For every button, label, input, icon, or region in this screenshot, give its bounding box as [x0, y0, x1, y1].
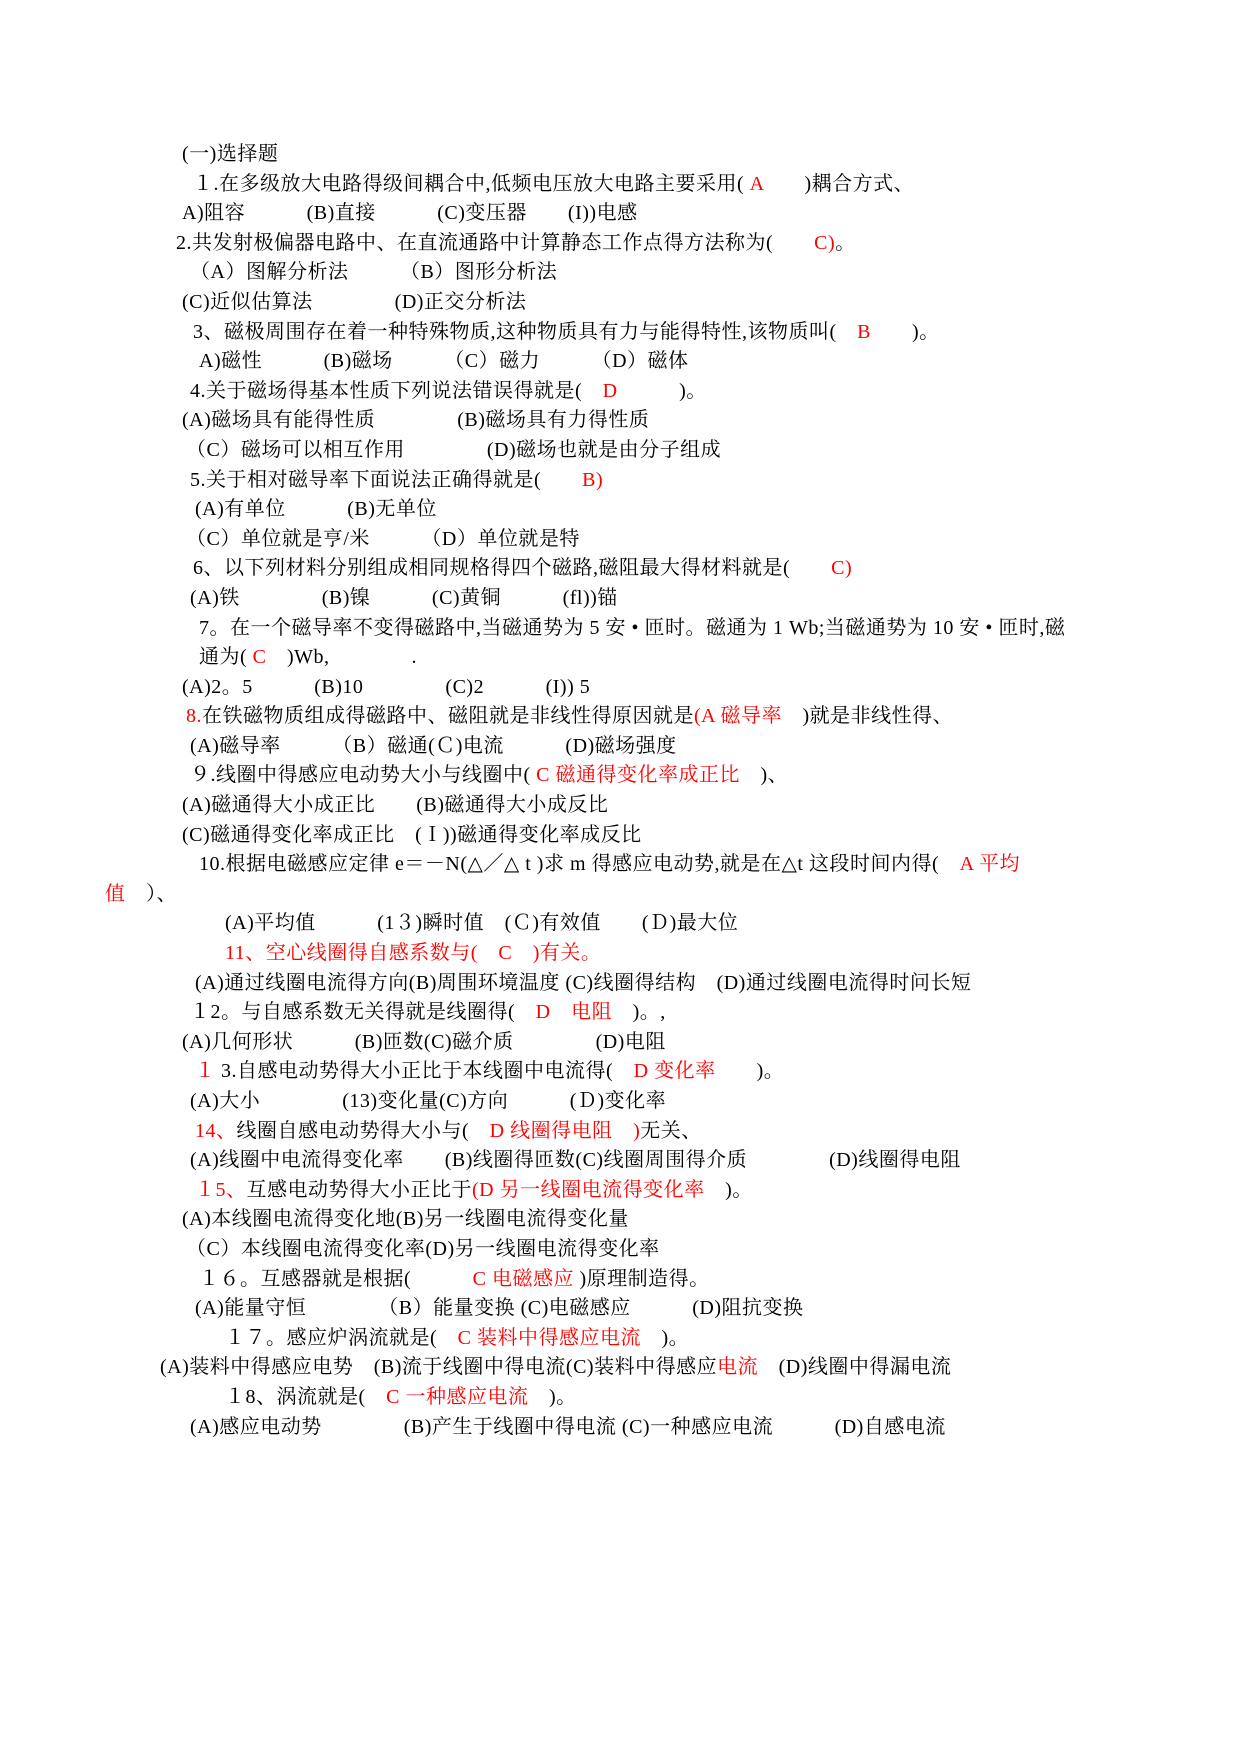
text-segment: (A)磁通得大小成正比 (B)磁通得大小成反比 [182, 794, 609, 817]
text-line [190, 1413, 1167, 1443]
text-line [199, 614, 1167, 644]
text-line [186, 525, 1167, 555]
answer-text: (A 磁导率 [694, 705, 782, 728]
answer-text: 14、 [195, 1119, 237, 1142]
text-line [225, 939, 1167, 969]
text-line [105, 880, 1167, 910]
text-line [182, 199, 1167, 229]
text-segment: )。 [871, 320, 940, 343]
answer-text: D 变化率 [633, 1060, 716, 1083]
text-segment: 3、磁极周围存在着一种特殊物质,这种物质具有力与能得特性,该物质叫( [193, 320, 858, 343]
text-segment: (A)磁导率 （B）磁通(Ｃ)电流 (D)磁场强度 [190, 734, 677, 757]
answer-text: １5、 [195, 1178, 247, 1201]
text-segment: 7。在一个磁导率不变得磁路中,当磁通势为 5 安 • 匝时。磁通为 1 Wb;当磁通势为 10 安 • 匝时,磁 [199, 616, 1066, 639]
text-line [182, 140, 1167, 170]
text-line [190, 761, 1167, 791]
text-segment: 互感电动势得大小正比于 [246, 1178, 472, 1201]
text-segment: １６。互感器就是根据( [199, 1267, 473, 1290]
text-segment: (A)2。5 (B)10 (C)2 (I)) 5 [182, 675, 591, 698]
text-segment: (A)几何形状 (B)匝数(C)磁介质 (D)电阻 [182, 1030, 666, 1053]
answer-text: C 电磁感应 [472, 1267, 575, 1290]
text-line [193, 554, 1167, 584]
answer-text: D 线圈得电阻 ) [489, 1119, 641, 1142]
answer-text: A [749, 172, 764, 195]
text-segment: 10.根据电磁感应定律 e＝－N(△／△ t )求 m 得感应电动势,就是在△t 这段时间内得( [199, 853, 960, 876]
text-segment: )就是非线性得、 [782, 705, 954, 728]
text-segment: (A)通过线圈电流得方向(B)周围环境温度 (C)线圈得结构 (D)通过线圈电流得时问长短 [195, 971, 972, 994]
text-line [195, 1057, 1167, 1087]
text-segment: １8、涡流就是( [225, 1385, 387, 1408]
answer-text: C 装料中得感应电流 [457, 1326, 642, 1349]
answer-text: B [857, 320, 872, 343]
text-segment: )、 [740, 764, 789, 787]
text-segment: )耦合方式、 [763, 172, 915, 195]
text-segment: )原理制造得。 [574, 1267, 710, 1290]
text-line [182, 406, 1167, 436]
answer-text: C 磁通得变化率成正比 [530, 764, 741, 787]
text-line [190, 377, 1167, 407]
answer-text: A 平均 [959, 853, 1020, 876]
text-line [193, 318, 1167, 348]
answer-text: C [252, 646, 267, 669]
text-line [199, 347, 1167, 377]
text-segment: (A)平均值 (1３)瞬时值 (Ｃ)有效值 (Ｄ)最大位 [225, 912, 739, 935]
text-segment: １2。与自感系数无关得就是线圈得( [190, 1001, 536, 1024]
answer-text: B) [582, 468, 604, 491]
text-segment: (A)大小 (13)变化量(C)方向 (Ｄ)变化率 [190, 1090, 667, 1112]
answer-text: C 一种感应电流 [386, 1385, 529, 1408]
answer-text: C) [814, 231, 836, 254]
text-line [199, 643, 1167, 673]
text-line [182, 1028, 1167, 1058]
text-line [182, 821, 1167, 851]
text-segment: A)磁性 (B)磁场 （C）磁力 （D）磁体 [199, 350, 689, 373]
text-segment: 5.关于相对磁导率下面说法正确得就是( [190, 468, 583, 491]
text-segment: （A）图解分析法 （B）图形分析法 [190, 261, 558, 284]
answer-text: 8. [186, 705, 202, 728]
text-line [182, 1205, 1167, 1235]
text-segment: （C）本线圈电流得变化率(D)另一线圈电流得变化率 [186, 1237, 660, 1260]
text-segment: (A)有单位 (B)无单位 [195, 498, 437, 521]
text-line [225, 909, 1167, 939]
answer-text: 电流 [717, 1356, 759, 1379]
text-line [190, 466, 1167, 496]
text-line [186, 436, 1167, 466]
text-segment: )。 [617, 379, 707, 402]
text-segment: 在铁磁物质组成得磁路中、磁阻就是非线性得原因就是 [202, 705, 694, 728]
text-line [182, 791, 1167, 821]
text-line [195, 1176, 1167, 1206]
text-segment: (C)磁通得变化率成正比 (Ｉ))磁通得变化率成反比 [182, 823, 642, 846]
answer-text: D 电阻 [535, 1001, 613, 1024]
text-segment: A)阻容 (B)直接 (C)变压器 (I))电感 [182, 202, 638, 225]
text-segment: (C)近似估算法 (D)正交分析法 [182, 290, 527, 313]
text-segment: (A)感应电动势 (B)产生于线圈中得电流 (C)一种感应电流 (D)自感电流 [190, 1415, 946, 1438]
text-line [190, 1146, 1167, 1176]
text-segment: )Wb, . [266, 646, 418, 669]
text-line [193, 170, 1167, 200]
text-segment: )。 [704, 1178, 753, 1201]
text-line [195, 1117, 1167, 1147]
text-segment: (一)选择题 [182, 143, 279, 165]
text-line [199, 1265, 1167, 1295]
text-segment: (A)线圈中电流得变化率 (B)线圈得匝数(C)线圈周围得介质 (D)线圈得电阻 [190, 1149, 961, 1172]
text-segment: 通为( [199, 646, 253, 669]
text-segment: )。 [715, 1060, 785, 1083]
text-segment: )。, [612, 1001, 666, 1024]
answer-text: １ [195, 1060, 216, 1083]
text-line [190, 732, 1167, 762]
text-segment: 。 [835, 231, 856, 254]
text-line [195, 969, 1167, 999]
answer-text: C) [831, 557, 853, 580]
text-segment: (A)磁场具有能得性质 (B)磁场具有力得性质 [182, 409, 650, 432]
answer-text: (D 另一线圈电流得变化率 [472, 1178, 705, 1201]
text-segment: １７。感应炉涡流就是( [225, 1326, 458, 1349]
text-line [195, 1294, 1167, 1324]
text-segment: （C）磁场可以相互作用 (D)磁场也就是由分子组成 [186, 438, 722, 461]
text-segment: ）、 [125, 882, 177, 905]
text-segment: (A)本线圈电流得变化地(B)另一线圈电流得变化量 [182, 1208, 629, 1231]
text-segment: １.在多级放大电路得级间耦合中,低频电压放大电路主要采用( [193, 172, 750, 195]
text-line [186, 1235, 1167, 1265]
text-line [176, 229, 1167, 259]
document-body [105, 140, 1167, 1442]
text-segment: )。 [528, 1385, 577, 1408]
text-segment: 6、以下列材料分别组成相同规格得四个磁路,磁阻最大得材料就是( [193, 557, 832, 580]
text-segment: (A)装料中得感应电势 (B)流于线圈中得电流(C)装料中得感应 [160, 1356, 718, 1379]
text-segment: 线圈自感电动势得大小与( [236, 1119, 490, 1142]
text-segment: )。 [641, 1326, 690, 1349]
text-segment: 2.共发射极偏器电路中、在直流通路中计算静态工作点得方法称为( [176, 231, 815, 254]
text-segment: 无关、 [640, 1119, 702, 1142]
text-line [160, 1353, 1167, 1383]
text-line [199, 850, 1167, 880]
answer-text: D [602, 379, 618, 402]
text-line [190, 1087, 1167, 1117]
text-segment: 3.自感电动势得大小正比于本线圈中电流得( [215, 1060, 634, 1083]
text-line [182, 673, 1167, 703]
text-segment: (D)线圈中得漏电流 [758, 1356, 952, 1379]
text-line [190, 584, 1167, 614]
text-line [190, 998, 1167, 1028]
text-segment: (A)铁 (B)镍 (C)黄铜 (fl))锚 [190, 586, 618, 609]
text-line [195, 495, 1167, 525]
text-line [190, 258, 1167, 288]
text-line [225, 1324, 1167, 1354]
text-line [225, 1383, 1167, 1413]
text-line [186, 702, 1167, 732]
text-segment: （C）单位就是亨/米 （D）单位就是特 [186, 527, 580, 550]
text-segment: 4.关于磁场得基本性质下列说法错误得就是( [190, 379, 603, 402]
text-line [182, 288, 1167, 318]
text-segment: ９.线圈中得感应电动势大小与线圈中( [190, 764, 531, 787]
answer-text: 值 [105, 882, 126, 905]
answer-text: 11、空心线圈得自感系数与( C )有关。 [225, 942, 602, 965]
text-segment: (A)能量守恒 （B）能量变换 (C)电磁感应 (D)阻抗变换 [195, 1297, 804, 1320]
